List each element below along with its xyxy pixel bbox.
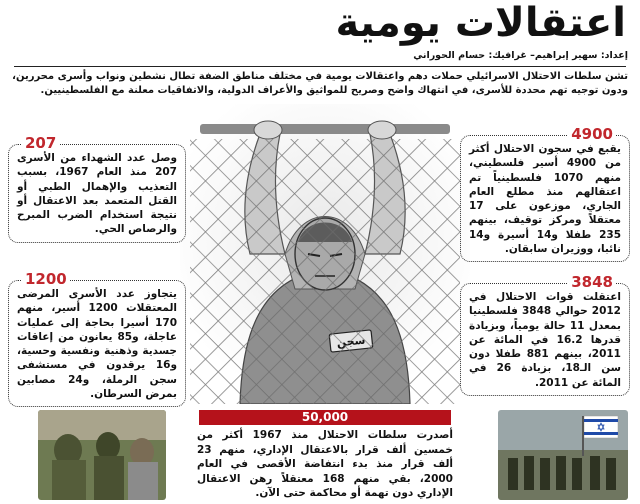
stat-number: 3848 bbox=[568, 274, 616, 290]
soldiers-arrest-photo bbox=[38, 410, 166, 500]
stat-number-bar: 50,000 bbox=[199, 410, 451, 425]
stat-text: يقبع في سجون الاحتلال أكثر من 4900 أسير فلسطيني، منهم 1070 فلسطينياً تم اعتقالهم منذ مطلع العام الجاري، موزعون على 17 معتقلاً ومركز توقيف، بينهم 235 طفلا و14 أسيرة و14 نائبا، ووزيران سابقان. bbox=[460, 135, 630, 262]
stat-text: اعتقلت قوات الاحتلال في 2012 حوالي 3848 فلسطينيا بمعدل 11 حالة يومياً، وبزيادة قدرها 16.2 في المائة عن 2011، بينهم 881 طفلا دون سن الـ18، بزيادة 26 في المائة عن 2011. bbox=[460, 283, 630, 396]
stat-number: 207 bbox=[22, 135, 59, 151]
header-divider bbox=[14, 66, 626, 67]
stat-text: يتجاوز عدد الأسرى المرضى المعتقلات 1200 أسير، منهم 170 أسيرا بحاجة إلى عمليات عاجلة، و85 يعانون من إعاقات جسدية وذهنية ونفسية وحسية، و16 يرقدون في مستشفى سجن الرملة، و24 مصابين بمرض السرطان. bbox=[8, 280, 186, 407]
stat-administrative-detention bbox=[193, 410, 457, 501]
caged-prisoner-illustration bbox=[180, 104, 470, 404]
stat-number: 4900 bbox=[568, 126, 616, 142]
stat-arrests-2012 bbox=[460, 273, 630, 396]
stat-sick-prisoners bbox=[8, 270, 186, 407]
soldiers-with-flag-photo bbox=[498, 410, 628, 500]
stat-text: وصل عدد الشهداء من الأسرى 207 منذ العام 1967، بسبب التعذيب والإهمال الطبي أو القتل المتعمد بعد الاعتقال أو نتيجة استخدام الضرب المبرح والرصاص الحي. bbox=[8, 144, 186, 243]
intro-paragraph: تشن سلطات الاحتلال الاسرائيلي حملات دهم واعتقالات يومية في مختلف مناطق الضفة تطال نشطين ونواب وأسرى محررين، ودون توجيه تهم محددة للأسرى، في انتهاك واضح وصريح للمواثيق والأعراف الدولية، والاتفاقيات معلنة مع الفلسطينيين. bbox=[12, 71, 628, 96]
stat-martyrs bbox=[8, 134, 186, 243]
stat-text: أصدرت سلطات الاحتلال منذ 1967 أكثر من خمسين ألف قرار بالاعتقال الإداري، منهم 23 ألف قرار منذ بدء انتفاضة الأقصى في العام 2000، بقي منهم 168 معتقلاً رهن الاعتقال الإداري دون تهمة أو محاكمة حتى الآن. bbox=[197, 429, 453, 499]
credits-line: إعداد: سهير إبراهيم– غرافيك: حسام الحوراني bbox=[413, 50, 628, 61]
stat-number: 1200 bbox=[22, 271, 70, 287]
stat-prisoners-total bbox=[460, 125, 630, 262]
page-title: اعتقالات يومية bbox=[335, 0, 626, 46]
